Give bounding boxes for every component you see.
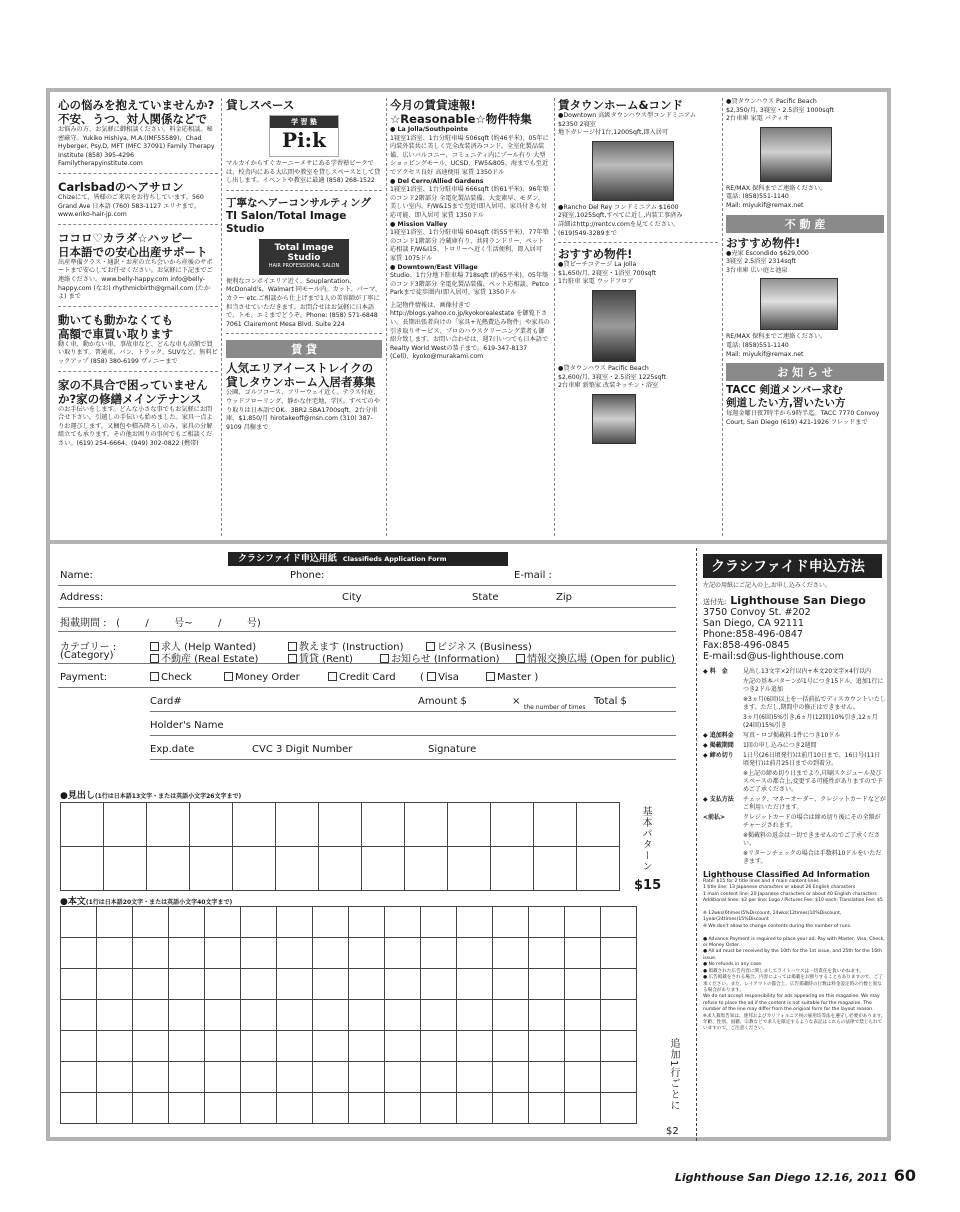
listing-name: ● La Jolla/Southpointe xyxy=(390,126,468,133)
listing-body: 1寝室1浴室、1台分駐車場 604sqft (約55平米)、77年築のコンド1階部分 冷蔵庫有り、共同ランドリー、ペット応相談 F/W&I15、トロリーへ近く生活便利、即入居可 家賃 1075ドル xyxy=(390,229,549,262)
ad-title: 人気エリアイーストレイクの 貸しタウンホーム入居者募集 xyxy=(226,361,376,390)
column-divider xyxy=(554,98,555,536)
ad-title: 動いても動かなくても 高額で車買い取ります xyxy=(58,312,173,341)
logo-band-text: 学 習 塾 xyxy=(270,116,338,128)
ad-body: 便利なコンボイエリア近く、Souplantation、McDonald's、Walmart 同モール内。カット、パーマ、カラー etc.ご相談から仕上げまで1人の美容師が丁寧に担当させていただきます。お問合せはお気軽に日本語で、トモ、エミまでどうぞ。Phone: (858) 571-6848 7061 Clairemont Mesa Blvd. Suite 224 xyxy=(226,277,382,328)
category-instruction[interactable]: 教えます (Instruction) xyxy=(288,638,404,653)
rental-listing xyxy=(390,221,550,264)
fee-item: ※リターンチェックの場合は手数料10ドルをいただきます。 xyxy=(743,850,882,865)
ad-body: マルカイからすぐカーニーメサにある学習塾ピークでは、校舎内にある大広間や教室を貸しスペースとして貸し出します。イベントや教室に最適 (858) 268-1522 xyxy=(226,160,381,185)
property-photo xyxy=(592,394,636,444)
rental-listing xyxy=(390,264,550,298)
card-number-field[interactable]: Card# xyxy=(150,696,182,707)
headline-label: ●見出し(1行は日本語13文字・または英語小文字26文字まで) xyxy=(60,791,242,801)
payment-visa[interactable]: ( Visa xyxy=(420,672,459,683)
listing-text: ●Rancho Del Rey コンドミニアム $1600 2寝室,1025Sqft,すべてに近し,内装工事済み 詳細はhttp://rentcv.comを見てください。 (619)549-3289まで xyxy=(558,203,683,237)
application-form xyxy=(58,548,679,1141)
period-field[interactable]: 掲載期間 : ( / 号~ / 号) xyxy=(60,618,261,629)
en-info-body: Rate: $15 for 2 title lines and 4 main content lines 1 title line: 13 Japanese characters or about 26 English characters 1 main content line: 20 Japanese characters or about 40 English characters Additional lines: $2 per line; Logo / Pictures Fee: $10 each; Translation Fee: $5 ※ 12wks(6times)5%Discount, 24wks(12times)10%Discount, 1year(24times)15%Discount ※ We don't allow to change contents during the number of runs. ● Advance Payment is required to place your ad. Pay with Master, Visa, Check, or Money Order. ● All ad must be received by the 10th for the 1st issue, and 25th for the 16th issue. ● No refunds in any case. ● 掲載された広告内容に関しましてライトハウスは一切責任を負いかねます。 ● 広告掲載をされる場合、内容によっては掲載をお断りすることもありますので、ご了承ください。また、レイアウトの都合上、広告掲載時の行数は料金設定時の行数と異なる場合があります。 We do not accept responsibility for ads appearing on this magazine. We may refuse to place the ad if the content is not suitable for the magazine. The number of the line may differ from the original form for the layout reason. ※求人募集告知は、連邦およびカリフォルニア州の雇用均等法を遵守し必要があります。年齢、性別、国籍、宗教などで求人を限定するような表記はこれらの法律で禁じられていますので、ご注意ください。 xyxy=(703,879,886,1032)
times-note: the number of times xyxy=(524,704,586,711)
property-photo xyxy=(592,141,674,201)
section-bar-real-estate: 不 動 産 xyxy=(726,215,884,233)
ad-body: 出産準備クラス・通訳・お産の立ち会いから産後のサポートまで安心してお任せください。お気軽に下記までご連絡ください。www.belly-happy.com info@belly-happy.com (なお) rhythmicbirth@gmail.com (たかよ) まで xyxy=(58,258,213,301)
section-bar-notice: お 知 ら せ xyxy=(726,363,884,381)
listing-text: ●売家 Escondido $629,000 3寝室 2.5浴室 2314sqft 3台車庫 広い庭と池泉 xyxy=(726,249,809,274)
holder-row xyxy=(150,716,676,736)
ad-title: TACC 剣道メンバー求む 剣道したい方,習いたい方 xyxy=(726,384,846,410)
signature-field[interactable]: Signature xyxy=(428,744,477,755)
ad-body: お悩みの方、お気軽に御相談ください。料金応相談。秘密厳守。Yukiko Hishiya, M.A.(IMF55589)、Chad Hyberger, Psy.D, MFT (MFC 37091) Family Therapy Institute (858) 395-4296 Familytherapyinstitute.com xyxy=(58,126,215,168)
ad-body: のお手伝いをします。どんな小さな事でもお気軽にお問合せ下さい。引越しの手伝いも始めました。家具一点よりお運びします。又梱包や積み降ろしのみ、家具の分解組立ても承ります。その他お困りの事何でもご相談ください。(619) 254-6664、(949) 302-0822 (携帯) xyxy=(58,405,213,447)
fee-item: ※掲載料の返金は一切できませんのでご了承ください。 xyxy=(743,832,881,847)
listing-text: ●Downtown 高級タウンハウス型コンドミニアム $2350 2寝室 地下ガレージ付1台,1200Sqft,即入居可 xyxy=(558,112,697,137)
form-title-en: Classifieds Application Form xyxy=(342,555,447,563)
fee-item: ◆ 料 金 見出し13文字×2行以内+本文20文字×4行以内 xyxy=(703,668,871,675)
body-text-grid[interactable] xyxy=(60,906,637,1124)
ad-title: Carlsbadのヘアサロン xyxy=(58,179,184,194)
checkbox-icon xyxy=(288,654,297,663)
listing-body: 1寝室1浴室、1台分駐車場 666sqft (約61平米)、96年築のコンド2階部分 全電化製品装備、大変素早、モダン、美しい室内、F/W&15まで至近!即入居可、家具付きも対応可能、即入居可 家賃 1350ドル xyxy=(390,186,549,219)
checkbox-icon xyxy=(150,672,159,681)
ad-body: 動く車、動かない車、事故車など、どんな車も高額で買い取ります。普通車、バン、トラック、SUVなど。無料ピックアップ (858) 380-6199 ヴィニーまで xyxy=(58,340,218,365)
category-row xyxy=(58,636,676,664)
period-row xyxy=(58,614,676,632)
ad-title: 丁寧なヘアーコンサルティング TI Salon/Total Image Studio xyxy=(226,196,371,235)
property-photo xyxy=(760,127,832,182)
ads-column-4 xyxy=(558,98,718,538)
page-number: 60 xyxy=(893,1166,916,1185)
ad-body: 公園、ゴルフコース、フリーウェイ近く。テラス付庭、ウッドフローリング、静かな住宅地、学区。すべてのやり取りは日本語でOK。3BR2.5BA1700sqft、2台分車庫、$1,850/月 hirotakeoff@msn.com (310) 387-9109 昌樹まで xyxy=(226,389,380,431)
how-to-apply xyxy=(696,548,886,1141)
rental-listing xyxy=(390,178,550,221)
additional-line-price: $2 xyxy=(666,1126,679,1137)
ad-counseling xyxy=(58,98,218,174)
ad-ti-salon xyxy=(226,197,382,335)
ad-body: 毎週金曜日夜7時半から9時半迄。TACC 7770 Convoy Court, San Diego (619) 421-1926 フレッドまで xyxy=(726,410,880,426)
fee-item: <前払> クレジットカードの場合は締め切り後にその全額がチャージされます。 xyxy=(703,814,881,829)
listing-text: ●貸ビーチコテージ La Jolla $1,650/月, 2寝室・1浴室 700sqft 1台駐車 家電 ウッドフロア xyxy=(558,261,657,286)
checkbox-icon xyxy=(516,654,525,663)
zip-field[interactable]: Zip xyxy=(556,592,572,603)
state-field[interactable]: State xyxy=(472,592,499,603)
payment-credit-card[interactable]: Credit Card xyxy=(328,672,396,683)
ad-car-buy xyxy=(58,313,218,372)
peak-logo xyxy=(226,115,382,157)
checkbox-icon xyxy=(486,672,495,681)
listing-name: ● Downtown/East Village xyxy=(390,263,478,271)
listing-name: ● Del Cerro/Allied Gardens xyxy=(390,177,484,185)
amount-field[interactable]: Amount $ xyxy=(418,696,467,707)
fee-item: ◆ 締め切り 1日号(26日頃発行)は前月10日まで、16日号(11日頃発行)は前月25日までの到着分。 xyxy=(703,752,881,767)
fee-item: ◆ 掲載期間 1回の申し込みにつき2週間 xyxy=(703,742,817,749)
basic-pattern-price: $15 xyxy=(634,878,662,893)
ad-title: ココロ♡カラダ☆ハッピー 日本語での安心出産サポート xyxy=(58,230,208,259)
logo-text: Total Image Studio xyxy=(274,242,334,263)
holder-name-field[interactable]: Holder's Name xyxy=(150,720,224,731)
application-form-section xyxy=(50,548,887,1141)
email-field[interactable]: E-mail : xyxy=(514,570,552,581)
ad-townhome-rent xyxy=(226,361,382,432)
checkbox-icon xyxy=(380,654,389,663)
ad-title: おすすめ物件! xyxy=(558,247,633,262)
payment-check[interactable]: Check xyxy=(150,672,192,683)
column-divider xyxy=(386,98,387,536)
section-bar-rent: 賃 貸 xyxy=(226,340,382,358)
name-field[interactable]: Name: xyxy=(60,570,93,581)
card-row xyxy=(150,692,676,712)
property-photo xyxy=(760,278,838,330)
how-to-title: クラシファイド申込方法 xyxy=(703,554,882,578)
ad-title: 貸しスペース xyxy=(226,98,295,112)
ads-column-3 xyxy=(390,98,550,538)
ad-title: 賃タウンホーム&コンド xyxy=(558,98,684,112)
headline-grid[interactable] xyxy=(60,802,620,891)
fee-item: 3ヵ月(6回)5%引き,6ヵ月(12回)10%引き,12ヵ月(24回)15%引き xyxy=(743,714,878,729)
rental-listing xyxy=(390,126,550,178)
address-field[interactable]: Address: xyxy=(60,592,104,603)
listing-name: ● Mission Valley xyxy=(390,220,448,228)
column-divider xyxy=(722,98,723,536)
payment-money-order[interactable]: Money Order xyxy=(224,672,300,683)
checkbox-icon xyxy=(224,672,233,681)
category-business[interactable]: ビジネス (Business) xyxy=(426,638,532,653)
payment-label: Payment: xyxy=(60,672,108,683)
category-help-wanted[interactable]: 求人 (Help Wanted) xyxy=(150,638,256,653)
checkbox-icon xyxy=(328,672,337,681)
listing-body: 1寝室1浴室、1台分駐車場 506sqft (約46平米)、05年に内装外装共に美しく完全改装済みコンド。全室化製品装備、広いバルコニー、コミュニティ内にプール有り 大型ショッピングモール、UCSD、FW5&805、海までも至近でアクセス良好 高速便用 家賃 1350ドル xyxy=(390,134,549,176)
column-divider xyxy=(221,98,222,536)
category-rent[interactable]: 賃貸 (Rent) xyxy=(288,650,353,665)
property-photo xyxy=(592,290,636,362)
ad-title: おすすめ物件! xyxy=(726,235,801,250)
fee-item: 左記の基本パターンが1号につき15ドル、追加1行につき2ドル追加 xyxy=(743,678,884,693)
fee-item: ◆ 支払方法 チェック、マネーオーダー、クレジットカードなどがご利用いただけます。 xyxy=(703,796,886,811)
city-field[interactable]: City xyxy=(342,592,362,603)
send-to-address: 3750 Convoy St. #202 San Diego, CA 92111 Phone:858-496-0847 Fax:858-496-0845 E-mail:sd@us-lighthouse.com xyxy=(703,607,844,662)
phone-field[interactable]: Phone: xyxy=(290,570,325,581)
exp-date-field[interactable]: Exp.date xyxy=(150,744,195,755)
checkbox-icon xyxy=(427,672,436,681)
fee-list xyxy=(703,668,886,866)
checkbox-icon xyxy=(150,654,159,663)
form-title xyxy=(228,552,508,566)
times-sign: × xyxy=(512,696,521,707)
ad-title: 今月の賃貸速報! ☆Reasonable☆物件特集 xyxy=(390,98,532,126)
ads-column-5 xyxy=(726,98,884,538)
cvc-field[interactable]: CVC 3 Digit Number xyxy=(252,744,353,755)
ad-home-repair xyxy=(58,378,218,453)
listing-body: Studio、1台分地下駐車場 718sqft (約65平米)、05年築のコンド3階部分 全電化製品装備、ペット応相談、Petco Parkまで徒歩圏内!即入居可、家賃 1350ドル xyxy=(390,272,549,297)
how-to-intro: 左記の用紙にご記入の上,お申し込みください。 xyxy=(703,582,831,589)
classifieds-page xyxy=(46,88,891,1141)
category-information[interactable]: お知らせ (Information) xyxy=(380,650,500,665)
classified-ads-section xyxy=(50,92,887,544)
category-label: カテゴリー : xyxy=(60,642,117,653)
body-text-label: ●本文(1行は日本語20文字・または英語小文字40文字まで) xyxy=(60,897,233,907)
form-title-jp: クラシファイド申込用紙 xyxy=(238,554,337,564)
category-real-estate[interactable]: 不動産 (Real Estate) xyxy=(150,650,258,665)
publication-date: Lighthouse San Diego 12.16, 2011 xyxy=(674,1171,888,1184)
fee-item: ※3ヵ月(6回)以上を一括前払でディスカウントいたします。ただし,期間中の修正はできません。 xyxy=(743,696,886,711)
ad-birth-support xyxy=(58,231,218,307)
ad-hair-salon xyxy=(58,180,218,225)
exp-row xyxy=(150,740,676,760)
listing-text: ●貸タウンハウス Pacific Beach $2,350/月, 3寝室・2.5浴室 1000sqft 2台車庫 家電 パティオ xyxy=(726,98,834,123)
category-label-en: (Category) xyxy=(60,650,114,661)
total-image-studio-logo xyxy=(226,239,382,275)
ads-column-1 xyxy=(58,98,218,538)
category-open-for-public[interactable]: 情報交換広場 (Open for public) xyxy=(516,650,675,665)
ad-footer: 上記物件情報は、画像付きで http://blogs.yahoo.co.jp/kyokorealestate を御覧下さい。長期出張者向けの「家具+光熱費込み物件」や家具の引き取りサービス、プロのハウスクリーニング業者も御紹介致します。お問い合わせは、週7日いつでも日本語で Realty World Westの恭子まで。619-347-8137 (Cell)、kyoko@murakami.com xyxy=(390,301,550,361)
page-footer xyxy=(675,1166,916,1185)
address-row xyxy=(58,592,676,608)
payment-master[interactable]: Master ) xyxy=(486,672,538,683)
payment-row xyxy=(58,670,676,688)
logo-subtext: HAIR PROFESSIONAL SALON xyxy=(268,262,340,269)
contact-row xyxy=(58,570,676,586)
logo-text: Pi:k xyxy=(282,128,326,152)
en-info-title: Lighthouse Classified Ad Information xyxy=(703,870,870,879)
listing-text: ●貸タウンハウス Pacific Beach $2,600/月, 3寝室・2.5浴室 1225sqft 2台車庫 新築家 改装キッチン・浴室 xyxy=(558,364,666,390)
basic-pattern-label: 基本パターン xyxy=(640,806,651,872)
contact-info: RE/MAX 保科までご連絡ください。 電話: (858)551-1140 Mail: miyukif@remax.net xyxy=(726,184,827,209)
ads-column-2 xyxy=(226,98,382,538)
additional-line-label: 追加1行ごとに xyxy=(668,1038,679,1112)
send-to: 送付先: Lighthouse San Diego xyxy=(703,594,866,607)
total-field[interactable]: Total $ xyxy=(594,696,627,707)
ad-title: 心の悩みを抱えていませんか? 不安、うつ、対人関係などで xyxy=(58,98,215,126)
ad-rental-space xyxy=(226,98,382,191)
ad-body: Chizeにて、皆様のご来店をお待ちしています。560 Grand Ave 日本語 (760) 583-1127 エリナまで。www.eriko-hair-jp.com xyxy=(58,193,204,219)
ad-title: 家の不具合で困っていません か?家の修繕メインテナンス xyxy=(58,377,208,406)
contact-info: RE/MAX 保科までご連絡ください。 電話: (858)551-1140 Mail: miyukif@remax.net xyxy=(726,333,827,358)
fee-item: ※上記の締め切り日までより,印刷スケジュール及びスペースの都合上,変更する可能性がありますので予めご了承ください。 xyxy=(743,770,883,793)
fee-item: ◆ 追加料金 写真・ロゴ掲載料:1件につき10ドル xyxy=(703,732,841,739)
